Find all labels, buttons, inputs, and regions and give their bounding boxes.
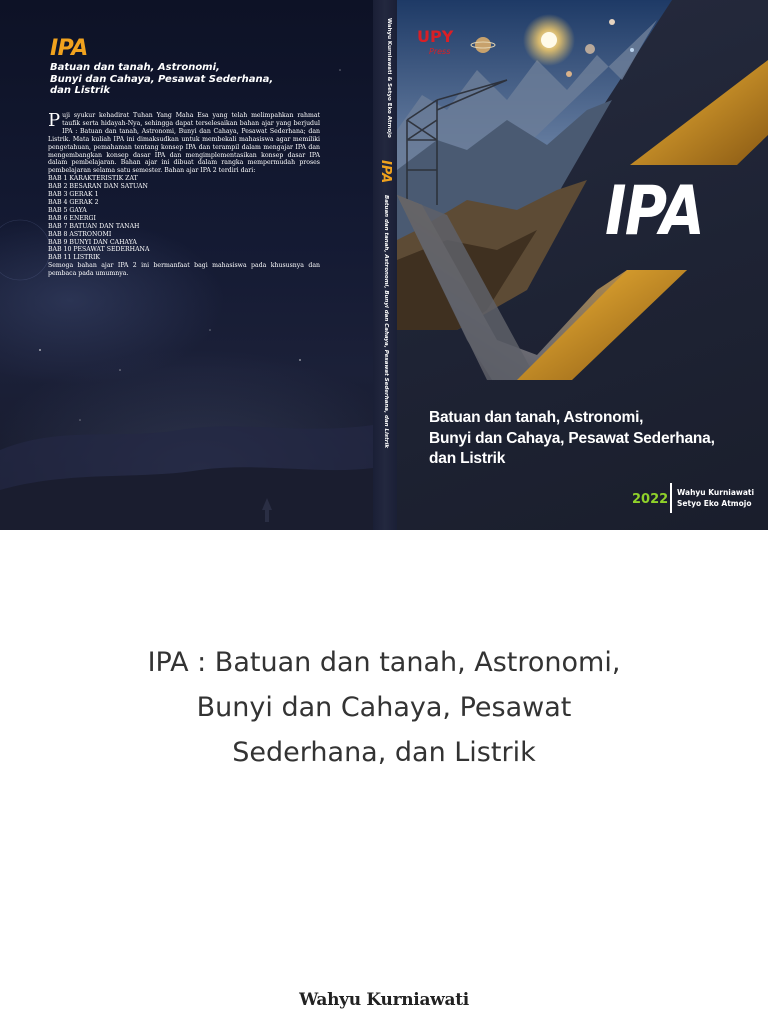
front-cover (397, 0, 768, 530)
back-subtitle-line: Bunyi dan Cahaya, Pesawat Sederhana, (50, 73, 274, 85)
front-cover-authors (677, 487, 754, 509)
front-cover-title: IPA (605, 172, 704, 251)
author-divider (670, 483, 672, 513)
back-subtitle-line: dan Listrik (50, 85, 111, 96)
front-subtitle-line: Batuan dan tanah, Astronomi, (429, 409, 644, 426)
chapter-item: BAB 7 BATUAN DAN TANAH (48, 222, 140, 230)
front-subtitle-line: Bunyi dan Cahaya, Pesawat Sederhana, (429, 429, 715, 447)
chapter-item: BAB 2 BESARAN DAN SATUAN (48, 183, 148, 191)
document-title (0, 640, 768, 775)
chapter-item: BAB 1 KARAKTERISTIK ZAT (48, 175, 138, 183)
back-cover (0, 0, 373, 530)
publisher-name: UPY (417, 27, 454, 46)
drop-cap: P (48, 110, 61, 131)
document-title-line: Sederhana, dan Listrik (232, 737, 536, 768)
front-subtitle-line: dan Listrik (429, 450, 506, 467)
front-cover-subtitle (429, 408, 715, 470)
blurb-closing: Semoga bahan ajar IPA 2 ini bermanfaat bagi mahasiswa pada khususnya dan pembaca pada umumnya. (48, 262, 320, 278)
publisher-sub: Press (429, 47, 451, 56)
chapter-item: BAB 5 GAYA (48, 206, 87, 214)
blurb-intro-text: uji syukur kehadirat Tuhan Yang Maha Esa yang telah melimpahkan rahmat taufik serta hidayah-Nya, sehingga dapat terselesaikan bahan ajar yang berjudul IPA : Batuan dan tanah, Astronomi, Bunyi dan Cahaya, Pesawat Sederhana; dan Listrik. Mata kuliah IPA ini dimaksudkan untuk membekali mahasiswa agar memiliki pengetahuan, pemahaman tentang konsep IPA dan terampil dalam mengajar IPA dan mengembangkan konsep dasar IPA dan mengimplementasikan konsep dasar IPA dalam pembelajaran. Bahan ajar ini dibuat dalam rangka mempermudah proses pembelajaran selama satu semester. Bahan ajar IPA 2 terdiri dari: (48, 112, 320, 175)
chapter-item: BAB 11 LISTRIK (48, 254, 101, 262)
chapter-item: BAB 3 GERAK 1 (48, 191, 99, 199)
author-name: Wahyu Kurniawati (677, 488, 755, 497)
chapter-item: BAB 10 PESAWAT SEDERHANA (48, 246, 150, 254)
chapter-list (48, 175, 320, 262)
back-cover-blurb (48, 112, 320, 278)
spine-subtitle: Batuan dan tanah, Astronomi, Bunyi dan Cahaya, Pesawat Sederhana, dan Listrik (383, 195, 389, 449)
chapter-item: BAB 9 BUNYI DAN CAHAYA (48, 238, 137, 246)
publication-year: 2022 (632, 492, 669, 507)
chapter-item: BAB 6 ENERGI (48, 214, 96, 222)
chapter-item: BAB 4 GERAK 2 (48, 198, 99, 206)
back-cover-subtitle (50, 62, 290, 97)
document-author: Wahyu Kurniawati (299, 990, 469, 1010)
chapter-item: BAB 8 ASTRONOMI (48, 230, 112, 238)
spine-title: IPA (378, 160, 393, 184)
author-name: Setyo Eko Atmojo (677, 499, 752, 508)
document-title-line: Bunyi dan Cahaya, Pesawat (196, 692, 572, 723)
back-cover-title: IPA (50, 36, 88, 61)
upy-press-logo (417, 24, 469, 58)
blurb-intro (48, 112, 320, 175)
document-title-line: IPA : Batuan dan tanah, Astronomi, (147, 647, 621, 678)
spine-authors: Wahyu Kurniawati & Setyo Eko Atmojo (386, 18, 392, 138)
back-subtitle-line: Batuan dan tanah, Astronomi, (50, 62, 220, 73)
